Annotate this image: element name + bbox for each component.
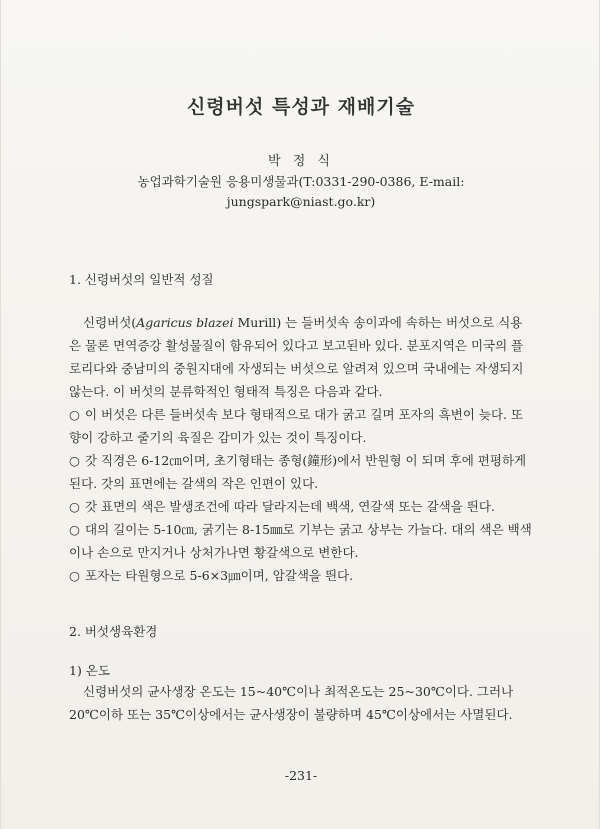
affiliation-line-2: jungspark@niast.go.kr) (226, 194, 376, 209)
bullet-item (69, 495, 533, 518)
section-1-heading: 1. 신령버섯의 일반적 성질 (69, 272, 214, 287)
bullet-circle-icon: ○ (69, 453, 80, 468)
section-2-body (69, 680, 533, 726)
bullet-circle-icon: ○ (69, 499, 80, 514)
bullet-text: 갓 직경은 6-12㎝이며, 초기형태는 종형(鐘形)에서 반원형 이 되며 후에 편평하게 된다. 갓의 표면에는 갈색의 작은 인편이 있다. (69, 453, 527, 491)
species-name: Agaricus blazei (136, 315, 234, 330)
bullet-text: 이 버섯은 다른 들버섯속 보다 형태적으로 대가 굵고 길며 포자의 흑변이 늦다. 또 향이 강하고 줄기의 육질은 감미가 있는 것이 특징이다. (69, 407, 524, 445)
bullet-text: 포자는 타원형으로 5-6×3㎛이며, 암갈색을 띈다. (85, 568, 354, 583)
bullet-text: 대의 길이는 5-10㎝, 굵기는 8-15㎜로 기부는 굵고 상부는 가늘다. 대의 색은 백색이나 손으로 만지거나 상처가나면 황갈색으로 변한다. (69, 522, 532, 560)
bullet-circle-icon: ○ (69, 522, 80, 537)
bullet-circle-icon: ○ (69, 407, 80, 422)
bullet-item (69, 564, 533, 587)
section-2-heading: 2. 버섯생육환경 (69, 624, 158, 639)
bullet-text: 갓 표면의 색은 발생조건에 따라 달라지는데 백색, 연갈색 또는 갈색을 띈다. (85, 499, 495, 514)
bullet-item (69, 449, 533, 495)
bullet-circle-icon: ○ (69, 568, 80, 583)
subsection-temperature-heading: 1) 온도 (69, 663, 110, 678)
author-name: 박 정 식 (268, 154, 334, 169)
bullet-item (69, 403, 533, 449)
paper-title: 신령버섯 특성과 재배기술 (186, 96, 416, 118)
temperature-paragraph: 신령버섯의 균사생장 온도는 15~40℃이나 최적온도는 25~30℃이다. 그러나 20℃이하 또는 35℃이상에서는 균사생장이 불량하며 45℃이상에서는 사멸된다. (69, 684, 514, 722)
intro-paragraph (69, 311, 533, 403)
section-1-body (69, 311, 533, 587)
affiliation-line-1: 농업과학기술원 응용미생물과(T:0331-290-0386, E-mail: (137, 174, 465, 189)
intro-pre: 신령버섯( (83, 315, 137, 330)
species-author: Murill (233, 315, 277, 330)
intro-post: ) 는 들버섯속 송이과에 속하는 버섯으로 식용은 물론 면역증강 활성물질이 함유되어 있다고 보고된바 있다. 분포지역은 미국의 플로리다와 중남미의 중원지대에 자생되는 버섯으로 알려져 있으며 국내에는 자생되지 않는다. 이 버섯의 분류학적인 형태적 특징은 다음과 같다. (69, 315, 524, 399)
page-number: -231- (284, 768, 318, 783)
bullet-item (69, 518, 533, 564)
